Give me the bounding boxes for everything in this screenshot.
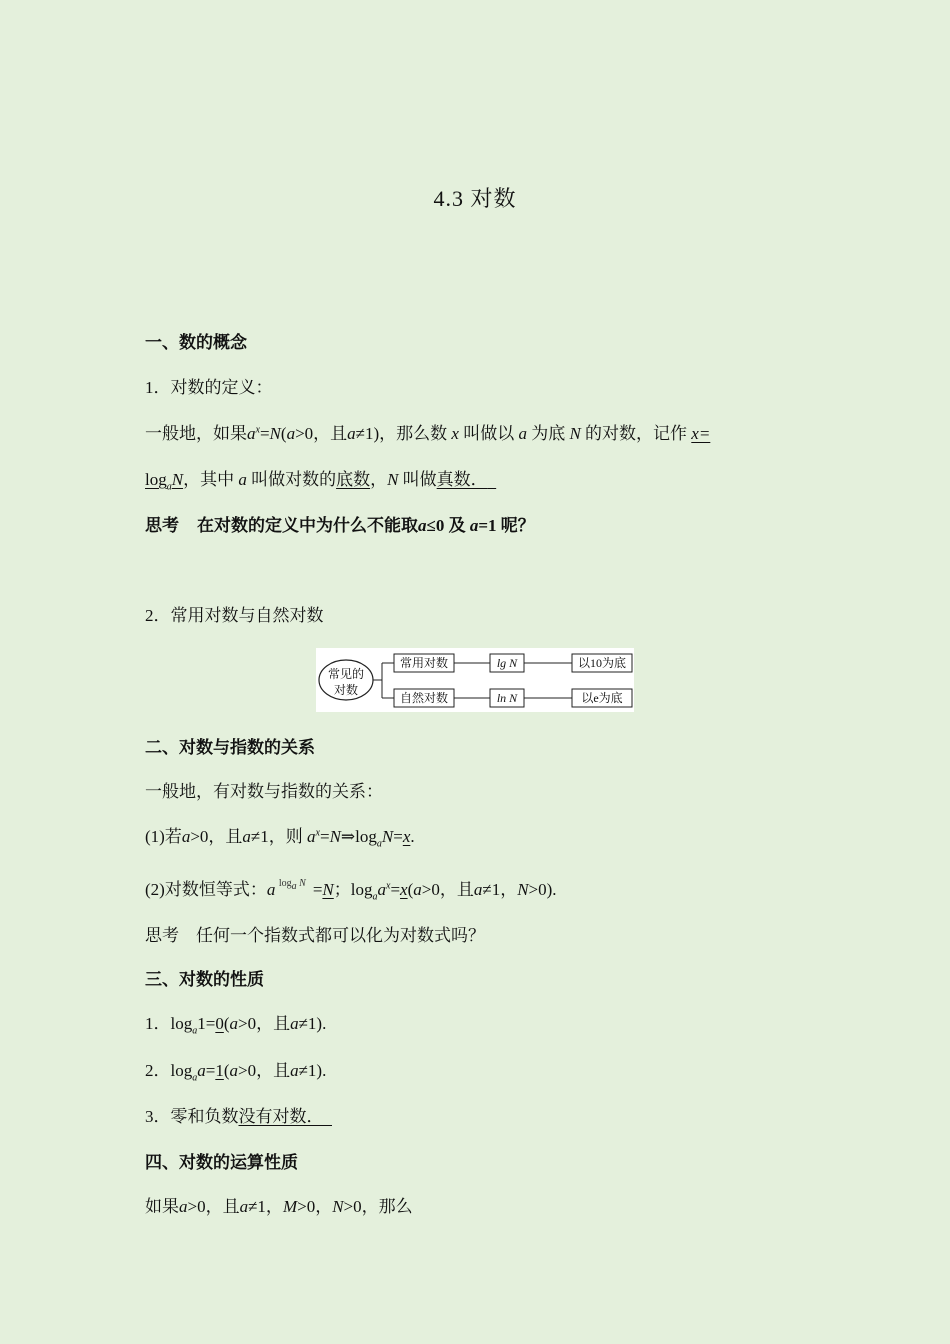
answer-blank-x: x [402, 827, 411, 846]
answer-blank-1: 1 [215, 1061, 224, 1080]
section-heading-3: 三、对数的性质 [145, 970, 264, 989]
answer-blank-no-log: 没有对数． [238, 1107, 324, 1126]
log-types-diagram-svg [316, 648, 634, 712]
identity-expression: a $\log_a N$ [266, 878, 306, 899]
relation-intro: 一般地，有对数与指数的关系： [145, 782, 383, 801]
think-question-2: 思考 任何一个指数式都可以化为对数式吗？ [145, 926, 485, 945]
label-base-e: 以e为底 [581, 691, 623, 705]
center-label-2: 对数 [333, 683, 359, 697]
section-heading-1: 一、数的概念 [145, 333, 247, 352]
definition-line-2: $\log_aN$，其中 a 叫做对数的底数，N 叫做真数． [145, 470, 488, 493]
label-base-10: 以10为底 [577, 656, 627, 670]
property-1: 1．$\log_a1=0(a>0$，且a≠1). [145, 1014, 327, 1037]
center-label-1: 常见的 [327, 667, 365, 681]
property-2: 2．$\log_aa=1(a>0$，且a≠1). [145, 1061, 327, 1084]
think-question-1: 思考 在对数的定义中为什么不能取a≤0 及 a=1 呢？ [145, 516, 535, 535]
relation-2-identity: (2)对数恒等式： a $\log_a N$ =N；$\log_aa^x=x(a>0$，且a≠1，N>0). [145, 878, 557, 903]
answer-blank-base: 底数 [336, 470, 371, 489]
operation-intro: 如果a>0，且a≠1，M>0，N>0，那么 [145, 1197, 413, 1216]
property-3: 3．零和负数没有对数． [145, 1107, 324, 1126]
item-log-definition: 1．对数的定义： [145, 378, 273, 397]
relation-1: (1)若a>0，且a≠1，则 $a^x=N\Rightarrow\log_aN=x$. [145, 827, 415, 850]
definition-line-1: 一般地，如果$a^x=N(a>0$，且a≠1)，那么数 x 叫做以 a 为底 N 的对数，记作 x= [145, 424, 711, 443]
answer-blank-true-number: 真数． [436, 470, 488, 489]
answer-blank-N: N [322, 880, 334, 899]
answer-blank-0: 0 [215, 1014, 224, 1033]
page-title: 4.3 对数 [433, 186, 517, 211]
label-natural-log: 自然对数 [399, 691, 449, 705]
log-types-diagram [316, 648, 634, 712]
answer-blank-x-2: x [400, 880, 408, 899]
answer-blank-formula: x= [691, 424, 711, 443]
section-heading-2: 二、对数与指数的关系 [145, 738, 315, 757]
item-common-natural-log: 2．常用对数与自然对数 [145, 606, 324, 625]
section-heading-4: 四、对数的运算性质 [145, 1153, 298, 1172]
label-ln: ln N [496, 691, 518, 705]
label-common-log: 常用对数 [399, 656, 449, 670]
label-lg: lg N [496, 656, 518, 670]
